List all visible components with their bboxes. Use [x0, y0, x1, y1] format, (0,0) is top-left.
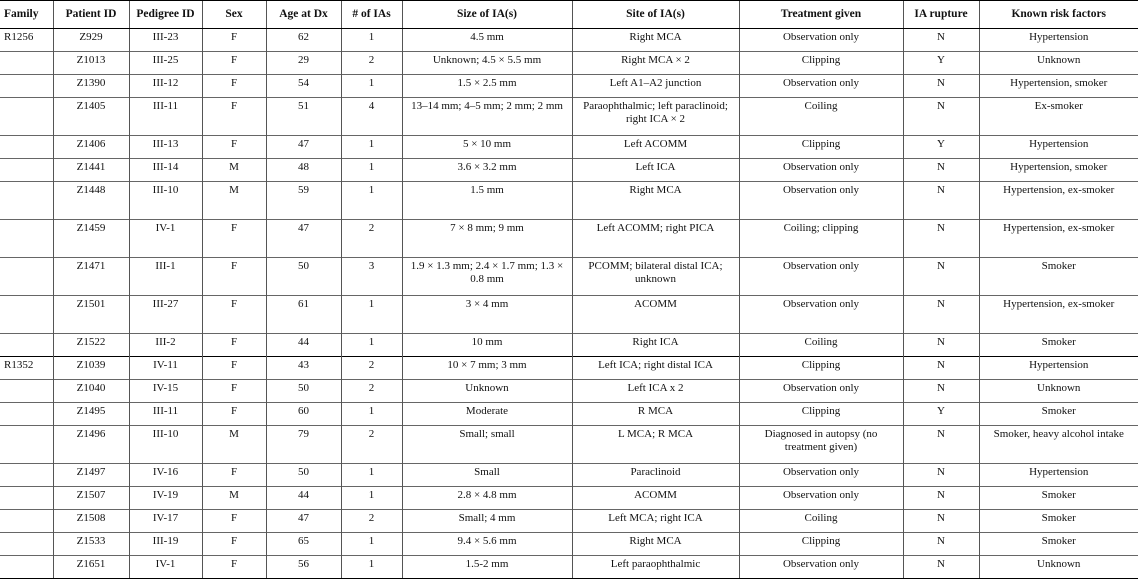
- cell-age: 44: [266, 487, 341, 510]
- cell-treatment: Observation only: [739, 29, 903, 52]
- cell-num-ias: 1: [341, 334, 402, 357]
- cell-rupture: N: [903, 75, 979, 98]
- cell-site: Left ICA: [572, 159, 739, 182]
- header-pedigree-id: Pedigree ID: [129, 1, 202, 29]
- cell-treatment: Diagnosed in autopsy (no treatment given): [739, 426, 903, 464]
- cell-risk: Unknown: [979, 52, 1138, 75]
- cell-num-ias: 1: [341, 159, 402, 182]
- cell-patient-id: Z1013: [53, 52, 129, 75]
- cell-sex: F: [202, 464, 266, 487]
- table-row: [0, 182, 1138, 220]
- cell-num-ias: 1: [341, 296, 402, 334]
- cell-rupture: N: [903, 182, 979, 220]
- cell-rupture: N: [903, 487, 979, 510]
- cell-sex: F: [202, 380, 266, 403]
- table-row: [0, 29, 1138, 52]
- cell-num-ias: 2: [341, 426, 402, 464]
- cell-site: Right ICA: [572, 334, 739, 357]
- cell-rupture: N: [903, 426, 979, 464]
- cell-risk: Smoker: [979, 510, 1138, 533]
- table-row: [0, 487, 1138, 510]
- cell-pedigree-id: III-12: [129, 75, 202, 98]
- cell-site: ACOMM: [572, 296, 739, 334]
- cell-age: 50: [266, 380, 341, 403]
- cell-patient-id: Z1495: [53, 403, 129, 426]
- cell-pedigree-id: IV-17: [129, 510, 202, 533]
- table-row: [0, 75, 1138, 98]
- cell-site: Left A1–A2 junction: [572, 75, 739, 98]
- cell-size: 10 mm: [402, 334, 572, 357]
- cell-num-ias: 2: [341, 510, 402, 533]
- cell-pedigree-id: IV-1: [129, 556, 202, 579]
- cell-family: R1352: [0, 357, 53, 380]
- cell-age: 59: [266, 182, 341, 220]
- cell-age: 65: [266, 533, 341, 556]
- cell-rupture: N: [903, 296, 979, 334]
- cell-sex: M: [202, 487, 266, 510]
- cell-patient-id: Z1441: [53, 159, 129, 182]
- cell-treatment: Coiling: [739, 334, 903, 357]
- cell-treatment: Observation only: [739, 296, 903, 334]
- cell-pedigree-id: IV-1: [129, 220, 202, 258]
- cell-risk: Hypertension, ex-smoker: [979, 220, 1138, 258]
- cell-treatment: Observation only: [739, 258, 903, 296]
- cell-num-ias: 1: [341, 464, 402, 487]
- table-row: [0, 403, 1138, 426]
- cell-pedigree-id: III-10: [129, 182, 202, 220]
- header-age-at-dx: Age at Dx: [266, 1, 341, 29]
- table-row: [0, 98, 1138, 136]
- cell-rupture: N: [903, 556, 979, 579]
- cell-num-ias: 2: [341, 357, 402, 380]
- cell-site: Paraophthalmic; left paraclinoid; right ICA × 2: [572, 98, 739, 136]
- cell-age: 43: [266, 357, 341, 380]
- cell-risk: Hypertension: [979, 136, 1138, 159]
- cell-sex: M: [202, 159, 266, 182]
- cell-num-ias: 2: [341, 52, 402, 75]
- cell-patient-id: Z1406: [53, 136, 129, 159]
- cell-site: L MCA; R MCA: [572, 426, 739, 464]
- table-row: [0, 159, 1138, 182]
- cell-age: 79: [266, 426, 341, 464]
- cell-site: Paraclinoid: [572, 464, 739, 487]
- cell-patient-id: Z1390: [53, 75, 129, 98]
- cell-patient-id: Z1501: [53, 296, 129, 334]
- cell-family: [0, 334, 53, 357]
- cell-num-ias: 1: [341, 556, 402, 579]
- cell-rupture: N: [903, 98, 979, 136]
- cell-patient-id: Z1471: [53, 258, 129, 296]
- table-row: [0, 533, 1138, 556]
- cell-pedigree-id: III-27: [129, 296, 202, 334]
- cell-patient-id: Z1459: [53, 220, 129, 258]
- cell-rupture: N: [903, 220, 979, 258]
- cell-age: 48: [266, 159, 341, 182]
- cell-family: [0, 98, 53, 136]
- cell-site: Right MCA: [572, 533, 739, 556]
- cell-rupture: N: [903, 29, 979, 52]
- cell-patient-id: Z1508: [53, 510, 129, 533]
- cell-size: 13–14 mm; 4–5 mm; 2 mm; 2 mm: [402, 98, 572, 136]
- cell-age: 44: [266, 334, 341, 357]
- cell-treatment: Observation only: [739, 556, 903, 579]
- cell-pedigree-id: III-1: [129, 258, 202, 296]
- cell-site: Right MCA: [572, 29, 739, 52]
- cell-patient-id: Z1039: [53, 357, 129, 380]
- cell-size: 3.6 × 3.2 mm: [402, 159, 572, 182]
- cell-num-ias: 1: [341, 403, 402, 426]
- cell-treatment: Observation only: [739, 380, 903, 403]
- cell-size: 4.5 mm: [402, 29, 572, 52]
- cell-rupture: Y: [903, 136, 979, 159]
- cell-size: 1.9 × 1.3 mm; 2.4 × 1.7 mm; 1.3 × 0.8 mm: [402, 258, 572, 296]
- cell-treatment: Observation only: [739, 464, 903, 487]
- cell-age: 29: [266, 52, 341, 75]
- cell-age: 60: [266, 403, 341, 426]
- cell-pedigree-id: III-14: [129, 159, 202, 182]
- table-row: [0, 357, 1138, 380]
- cell-age: 61: [266, 296, 341, 334]
- cell-sex: F: [202, 334, 266, 357]
- cell-family: [0, 296, 53, 334]
- cell-sex: M: [202, 426, 266, 464]
- cell-treatment: Clipping: [739, 403, 903, 426]
- cell-rupture: N: [903, 357, 979, 380]
- cell-patient-id: Z929: [53, 29, 129, 52]
- cell-family: [0, 380, 53, 403]
- cell-num-ias: 1: [341, 29, 402, 52]
- cell-treatment: Observation only: [739, 75, 903, 98]
- table-row: [0, 380, 1138, 403]
- cell-sex: F: [202, 98, 266, 136]
- cell-risk: Hypertension: [979, 29, 1138, 52]
- cell-family: [0, 182, 53, 220]
- header-rupture: IA rupture: [903, 1, 979, 29]
- cell-size: Small; 4 mm: [402, 510, 572, 533]
- cell-pedigree-id: IV-19: [129, 487, 202, 510]
- cell-family: R1256: [0, 29, 53, 52]
- cell-family: [0, 426, 53, 464]
- cell-num-ias: 2: [341, 220, 402, 258]
- cell-family: [0, 258, 53, 296]
- table-row: [0, 52, 1138, 75]
- cell-family: [0, 464, 53, 487]
- cell-rupture: N: [903, 334, 979, 357]
- cell-pedigree-id: III-10: [129, 426, 202, 464]
- cell-treatment: Observation only: [739, 487, 903, 510]
- table-row: [0, 510, 1138, 533]
- cell-site: PCOMM; bilateral distal ICA; unknown: [572, 258, 739, 296]
- cell-site: Left MCA; right ICA: [572, 510, 739, 533]
- cell-rupture: N: [903, 510, 979, 533]
- cell-num-ias: 4: [341, 98, 402, 136]
- cell-size: 7 × 8 mm; 9 mm: [402, 220, 572, 258]
- cell-family: [0, 52, 53, 75]
- cell-rupture: N: [903, 159, 979, 182]
- cell-rupture: N: [903, 533, 979, 556]
- table-row: [0, 334, 1138, 357]
- table-row: [0, 136, 1138, 159]
- header-site: Site of IA(s): [572, 1, 739, 29]
- cell-rupture: N: [903, 258, 979, 296]
- cell-size: Unknown; 4.5 × 5.5 mm: [402, 52, 572, 75]
- cell-family: [0, 220, 53, 258]
- cell-size: Moderate: [402, 403, 572, 426]
- cell-size: 9.4 × 5.6 mm: [402, 533, 572, 556]
- cell-family: [0, 533, 53, 556]
- cell-family: [0, 510, 53, 533]
- cell-risk: Hypertension: [979, 464, 1138, 487]
- cell-treatment: Clipping: [739, 357, 903, 380]
- cell-num-ias: 1: [341, 182, 402, 220]
- cell-sex: F: [202, 258, 266, 296]
- cell-family: [0, 487, 53, 510]
- cell-patient-id: Z1405: [53, 98, 129, 136]
- cell-site: ACOMM: [572, 487, 739, 510]
- cell-patient-id: Z1507: [53, 487, 129, 510]
- cell-num-ias: 2: [341, 380, 402, 403]
- cell-treatment: Observation only: [739, 182, 903, 220]
- cell-pedigree-id: III-25: [129, 52, 202, 75]
- table-row: [0, 464, 1138, 487]
- cell-pedigree-id: IV-11: [129, 357, 202, 380]
- cell-risk: Smoker: [979, 258, 1138, 296]
- cell-size: Unknown: [402, 380, 572, 403]
- table-row: [0, 426, 1138, 464]
- cell-age: 47: [266, 220, 341, 258]
- cell-pedigree-id: III-11: [129, 98, 202, 136]
- cell-sex: F: [202, 533, 266, 556]
- cell-patient-id: Z1651: [53, 556, 129, 579]
- cell-risk: Smoker: [979, 403, 1138, 426]
- cell-site: Left ICA; right distal ICA: [572, 357, 739, 380]
- cell-pedigree-id: IV-16: [129, 464, 202, 487]
- cell-size: 1.5-2 mm: [402, 556, 572, 579]
- cell-treatment: Clipping: [739, 533, 903, 556]
- cell-num-ias: 1: [341, 136, 402, 159]
- cell-patient-id: Z1497: [53, 464, 129, 487]
- cell-risk: Hypertension, smoker: [979, 75, 1138, 98]
- cell-treatment: Coiling: [739, 98, 903, 136]
- cell-site: Left ACOMM: [572, 136, 739, 159]
- cell-num-ias: 1: [341, 75, 402, 98]
- cell-sex: F: [202, 220, 266, 258]
- cell-sex: F: [202, 296, 266, 334]
- cell-patient-id: Z1448: [53, 182, 129, 220]
- cell-treatment: Observation only: [739, 159, 903, 182]
- cell-treatment: Clipping: [739, 136, 903, 159]
- cell-age: 54: [266, 75, 341, 98]
- header-patient-id: Patient ID: [53, 1, 129, 29]
- cell-risk: Smoker, heavy alcohol intake: [979, 426, 1138, 464]
- header-size: Size of IA(s): [402, 1, 572, 29]
- cell-pedigree-id: IV-15: [129, 380, 202, 403]
- cell-risk: Smoker: [979, 533, 1138, 556]
- cell-site: Left ICA x 2: [572, 380, 739, 403]
- cell-num-ias: 1: [341, 487, 402, 510]
- cell-risk: Hypertension, ex-smoker: [979, 296, 1138, 334]
- table-row: [0, 220, 1138, 258]
- cell-age: 50: [266, 258, 341, 296]
- cell-age: 50: [266, 464, 341, 487]
- header-treatment: Treatment given: [739, 1, 903, 29]
- cell-family: [0, 403, 53, 426]
- cell-size: 1.5 × 2.5 mm: [402, 75, 572, 98]
- cell-risk: Hypertension: [979, 357, 1138, 380]
- cell-size: 5 × 10 mm: [402, 136, 572, 159]
- cell-rupture: Y: [903, 52, 979, 75]
- table-header-row: [0, 1, 1138, 29]
- cell-site: Left ACOMM; right PICA: [572, 220, 739, 258]
- cell-age: 51: [266, 98, 341, 136]
- cell-risk: Smoker: [979, 334, 1138, 357]
- cell-patient-id: Z1496: [53, 426, 129, 464]
- cell-family: [0, 159, 53, 182]
- cell-pedigree-id: III-19: [129, 533, 202, 556]
- table-row: [0, 296, 1138, 334]
- cell-risk: Hypertension, smoker: [979, 159, 1138, 182]
- cell-treatment: Clipping: [739, 52, 903, 75]
- cell-treatment: Coiling; clipping: [739, 220, 903, 258]
- cell-risk: Hypertension, ex-smoker: [979, 182, 1138, 220]
- header-family: Family: [0, 1, 53, 29]
- cell-pedigree-id: III-2: [129, 334, 202, 357]
- cell-site: Right MCA × 2: [572, 52, 739, 75]
- cell-sex: F: [202, 556, 266, 579]
- cell-num-ias: 3: [341, 258, 402, 296]
- header-sex: Sex: [202, 1, 266, 29]
- cell-rupture: N: [903, 380, 979, 403]
- cell-size: 1.5 mm: [402, 182, 572, 220]
- cell-size: Small; small: [402, 426, 572, 464]
- cell-site: Left paraophthalmic: [572, 556, 739, 579]
- cell-sex: M: [202, 182, 266, 220]
- cell-size: 3 × 4 mm: [402, 296, 572, 334]
- cell-risk: Smoker: [979, 487, 1138, 510]
- cell-patient-id: Z1040: [53, 380, 129, 403]
- cell-age: 47: [266, 136, 341, 159]
- cell-family: [0, 136, 53, 159]
- cell-patient-id: Z1522: [53, 334, 129, 357]
- cell-size: Small: [402, 464, 572, 487]
- cell-size: 10 × 7 mm; 3 mm: [402, 357, 572, 380]
- cell-risk: Ex-smoker: [979, 98, 1138, 136]
- table-row: [0, 258, 1138, 296]
- cell-rupture: N: [903, 464, 979, 487]
- cell-pedigree-id: III-13: [129, 136, 202, 159]
- table-row: [0, 556, 1138, 579]
- cell-age: 47: [266, 510, 341, 533]
- cell-patient-id: Z1533: [53, 533, 129, 556]
- cell-treatment: Coiling: [739, 510, 903, 533]
- header-risk-factors: Known risk factors: [979, 1, 1138, 29]
- cell-family: [0, 75, 53, 98]
- cell-sex: F: [202, 29, 266, 52]
- cell-risk: Unknown: [979, 556, 1138, 579]
- cell-sex: F: [202, 75, 266, 98]
- cell-rupture: Y: [903, 403, 979, 426]
- cell-num-ias: 1: [341, 533, 402, 556]
- cell-size: 2.8 × 4.8 mm: [402, 487, 572, 510]
- cell-site: Right MCA: [572, 182, 739, 220]
- cell-sex: F: [202, 510, 266, 533]
- cell-pedigree-id: III-11: [129, 403, 202, 426]
- cell-age: 62: [266, 29, 341, 52]
- cell-sex: F: [202, 403, 266, 426]
- cell-sex: F: [202, 357, 266, 380]
- header-num-ias: # of IAs: [341, 1, 402, 29]
- cell-pedigree-id: III-23: [129, 29, 202, 52]
- cell-sex: F: [202, 52, 266, 75]
- cell-family: [0, 556, 53, 579]
- cell-risk: Unknown: [979, 380, 1138, 403]
- cell-age: 56: [266, 556, 341, 579]
- cell-sex: F: [202, 136, 266, 159]
- cell-site: R MCA: [572, 403, 739, 426]
